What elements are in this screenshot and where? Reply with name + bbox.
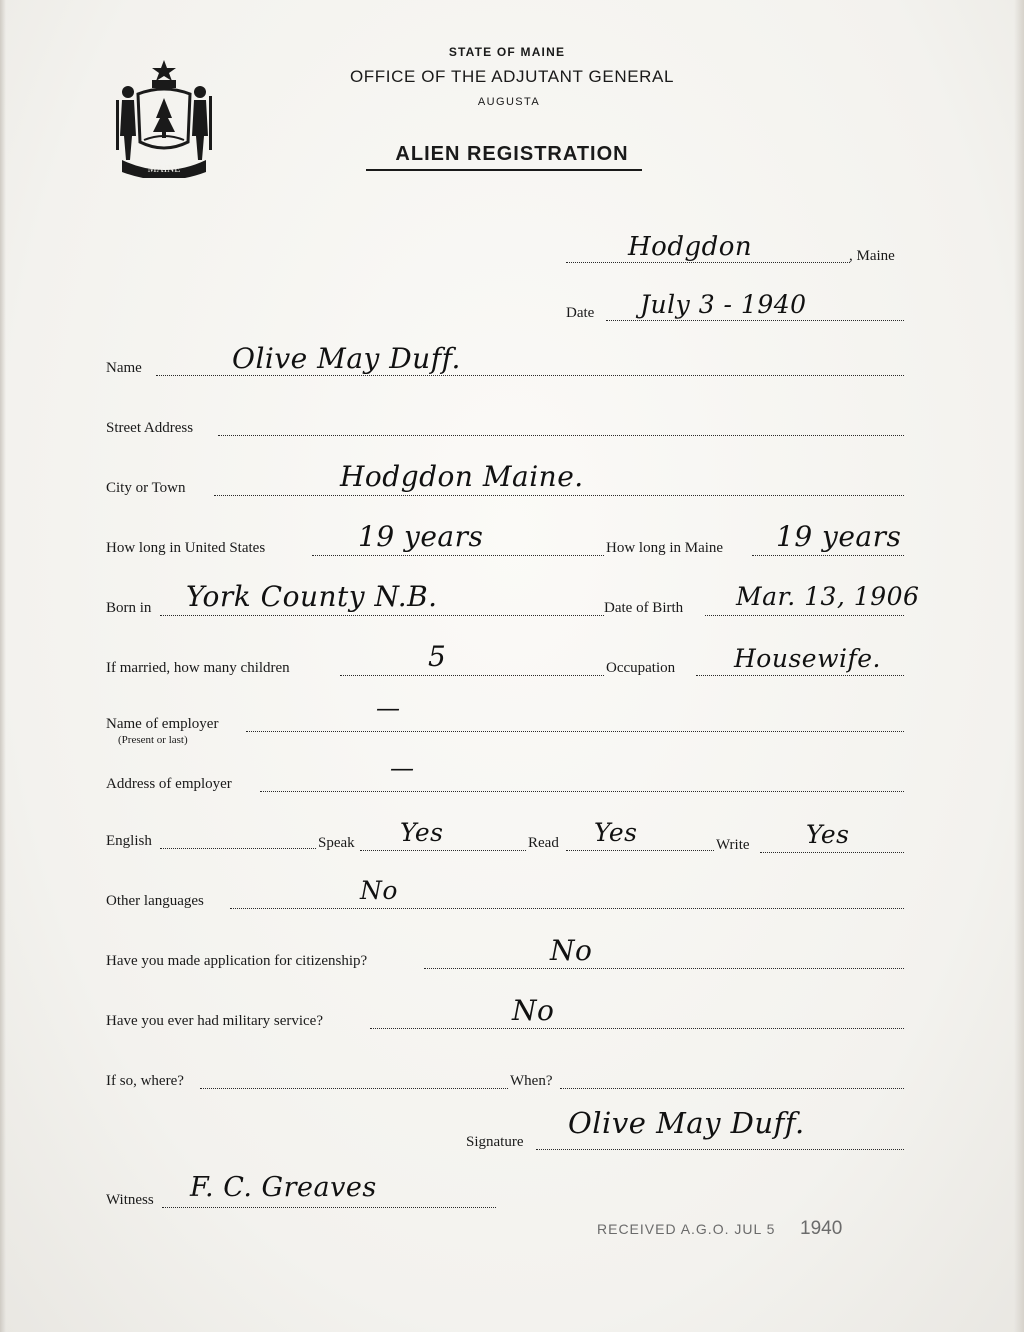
signature-label: Signature (466, 1134, 524, 1150)
occupation-value: Housewife. (734, 644, 881, 673)
form-title: ALIEN REGISTRATION (395, 143, 629, 165)
place-suffix-label: , Maine (849, 248, 895, 264)
date-field-line (606, 320, 904, 321)
years-us-field-line (312, 555, 604, 556)
employer-sublabel: (Present or last) (118, 734, 188, 746)
name-value: Olive May Duff. (232, 342, 461, 375)
street-address-field-line (218, 435, 904, 436)
date-label: Date (566, 305, 595, 321)
signature-field-line (536, 1149, 904, 1150)
header-state: STATE OF MAINE (448, 45, 566, 59)
born-in-label: Born in (106, 600, 152, 616)
read-label: Read (528, 835, 559, 851)
born-in-value: York County N.B. (186, 580, 438, 613)
children-field-line (340, 675, 604, 676)
date-of-birth-label: Date of Birth (604, 600, 684, 616)
speak-value: Yes (400, 818, 444, 847)
occupation-field-line (696, 675, 904, 676)
page-edge-shadow (1014, 0, 1024, 1332)
write-label: Write (716, 837, 750, 853)
write-value: Yes (806, 820, 850, 849)
citizenship-value: No (550, 934, 593, 967)
children-label: If married, how many children (106, 660, 290, 676)
name-label: Name (106, 360, 142, 376)
speak-field-line (360, 850, 526, 851)
military-label: Have you ever had military service? (106, 1013, 323, 1029)
read-field-line (566, 850, 714, 851)
city-label: City or Town (106, 480, 186, 496)
years-maine-value: 19 years (776, 520, 902, 553)
witness-label: Witness (106, 1192, 154, 1208)
header-office: OFFICE OF THE ADJUTANT GENERAL (349, 67, 675, 86)
english-field-line (160, 848, 316, 849)
title-underline (366, 169, 642, 171)
page-edge-shadow (0, 0, 6, 1332)
date-of-birth-value: Mar. 13, 1906 (736, 582, 920, 611)
date-value: July 3 - 1940 (640, 290, 807, 319)
children-value: 5 (428, 640, 447, 673)
other-languages-value: No (360, 876, 398, 905)
born-in-field-line (160, 615, 604, 616)
seal-banner-text: MAINE (147, 164, 181, 175)
employer-field-line (246, 731, 904, 732)
place-field-line (566, 262, 850, 263)
occupation-label: Occupation (606, 660, 676, 676)
where-field-line (200, 1088, 508, 1089)
street-address-label: Street Address (106, 420, 194, 436)
when-label: When? (510, 1073, 553, 1089)
military-field-line (370, 1028, 904, 1029)
speak-label: Speak (318, 835, 355, 851)
citizenship-field-line (424, 968, 904, 969)
military-value: No (512, 994, 555, 1027)
received-stamp: RECEIVED A.G.O. JUL 5 (597, 1221, 776, 1237)
english-label: English (106, 833, 152, 849)
years-maine-label: How long in Maine (606, 540, 724, 556)
write-field-line (760, 852, 904, 853)
employer-label: Name of employer (106, 716, 219, 732)
years-maine-field-line (752, 555, 904, 556)
header-city: AUGUSTA (477, 96, 541, 108)
other-languages-label: Other languages (106, 893, 204, 909)
employer-address-label: Address of employer (106, 776, 232, 792)
city-value: Hodgdon Maine. (340, 460, 584, 493)
years-us-value: 19 years (358, 520, 484, 553)
received-stamp-year: 1940 (800, 1218, 843, 1239)
witness-value: F. C. Greaves (190, 1172, 377, 1203)
signature-value: Olive May Duff. (568, 1106, 805, 1140)
years-us-label: How long in United States (106, 540, 266, 556)
employer-address-field-line (260, 791, 904, 792)
name-field-line (156, 375, 904, 376)
read-value: Yes (594, 818, 638, 847)
date-of-birth-field-line (705, 615, 904, 616)
citizenship-label: Have you made application for citizenship? (106, 953, 368, 969)
where-label: If so, where? (106, 1073, 184, 1089)
place-value: Hodgdon (628, 232, 753, 262)
city-field-line (214, 495, 904, 496)
employer-value: — (376, 694, 401, 722)
employer-address-value: — (390, 754, 415, 782)
when-field-line (560, 1088, 904, 1089)
other-languages-field-line (230, 908, 904, 909)
witness-field-line (162, 1207, 496, 1208)
